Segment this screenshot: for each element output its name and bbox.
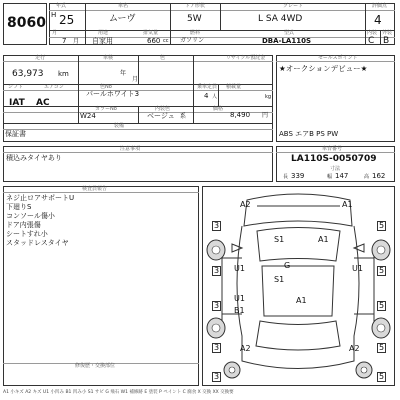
aircon-label: エアコン xyxy=(44,84,64,90)
height-label: 高 xyxy=(364,174,370,180)
exterior-score-value: B xyxy=(383,36,390,46)
divider xyxy=(365,3,366,45)
door-label: ドア形状 xyxy=(185,3,205,9)
sales-point-label: セールスポイント xyxy=(318,55,358,61)
seats-unit: 人 xyxy=(212,94,218,100)
interior-color-value: ベージュ xyxy=(147,112,175,120)
color-label: 色 xyxy=(160,55,166,61)
color-value: パールホワイト3 xyxy=(86,90,140,98)
divider xyxy=(220,3,221,30)
recycle-value: 8,490 xyxy=(230,111,251,119)
length-value: 339 xyxy=(291,172,305,180)
month-label: 月 xyxy=(52,30,58,36)
divider xyxy=(218,84,219,106)
recycle-unit: 円 xyxy=(262,112,269,119)
score-label: 評価点 xyxy=(372,3,388,9)
papers-value: 保証書 xyxy=(5,130,26,138)
divider xyxy=(49,10,395,11)
capacity-label: 積載量 xyxy=(226,84,242,90)
inspection-month-unit: 月 xyxy=(132,76,139,83)
divider xyxy=(3,152,273,153)
month-value: 7 xyxy=(62,37,67,45)
interior-score-value: C xyxy=(368,36,375,46)
side-box: 3 xyxy=(214,301,220,310)
side-box: 5 xyxy=(379,301,385,310)
trans-label: シフト xyxy=(8,84,24,90)
damage-mark: A2 xyxy=(240,200,251,209)
car-name-label: 車名 xyxy=(118,3,129,9)
recycle-label: リサイクル預託金 xyxy=(226,55,266,61)
damage-mark: B1 xyxy=(234,306,245,315)
legend-footer: A1 小キズ A2 キズ U1 小凹み B1 凹み小 S1 サビ G 飛石 W1 補修跡 E 塗装 P ペイント C 腐食 X 交換 XX 交換要 xyxy=(3,390,234,395)
inspector-line: 下廻りS xyxy=(6,203,32,211)
width-value: 147 xyxy=(335,172,349,180)
seats-value: 4 xyxy=(204,92,209,100)
inspector-line: シートすれ小 xyxy=(6,230,48,238)
fuel-value: ガソリン xyxy=(180,37,205,44)
month-unit: 月 xyxy=(73,38,80,45)
usage-value: 自家用 xyxy=(92,37,113,45)
mileage-value: 63,973 xyxy=(12,69,44,79)
exterior-score-label: 外装 xyxy=(382,30,393,36)
mileage-label: 走行 xyxy=(35,55,46,61)
divider xyxy=(78,55,79,123)
year-value: 25 xyxy=(59,13,75,27)
interior-score-label: 内装 xyxy=(367,30,378,36)
side-box: 5 xyxy=(379,221,385,230)
interior-color-label: 内装色 xyxy=(155,106,171,112)
grade-label: グレード xyxy=(283,3,304,9)
damage-mark: S1 xyxy=(274,275,285,284)
model-value: DBA-LA110S xyxy=(262,37,311,45)
side-box: 3 xyxy=(214,266,220,275)
divider xyxy=(3,123,273,124)
inspection-year-unit: 年 xyxy=(120,70,127,77)
inspector-line: ドア内張傷 xyxy=(6,221,41,229)
mileage-unit: km xyxy=(58,70,69,78)
capacity-unit: kg xyxy=(265,94,272,100)
side-box: 5 xyxy=(379,372,385,381)
inspector-line: スタッドレスタイヤ xyxy=(6,239,69,247)
divider xyxy=(276,61,395,62)
divider xyxy=(138,106,139,123)
damage-mark: A2 xyxy=(240,344,251,353)
model-label: 型式 xyxy=(284,30,295,36)
damage-mark: A2 xyxy=(349,344,360,353)
interior-color-suffix: 系 xyxy=(180,113,187,120)
color-code-label: カラーNo xyxy=(95,106,117,112)
side-box: 5 xyxy=(379,343,385,352)
divider xyxy=(85,3,86,45)
damage-mark: U1 xyxy=(234,264,245,273)
repair-label: 修復歴・交換部位 xyxy=(75,363,116,369)
year-label: 年式 xyxy=(56,3,67,9)
price-label: 価格 xyxy=(213,106,224,112)
divider xyxy=(3,129,273,130)
divider xyxy=(138,55,139,84)
door-value: 5W xyxy=(187,14,202,24)
displacement-label: 排気量 xyxy=(143,30,159,36)
height-value: 162 xyxy=(372,172,386,180)
side-box: 3 xyxy=(214,343,220,352)
divider xyxy=(170,3,171,45)
era-mark: H xyxy=(51,11,57,19)
usage-label: 用途 xyxy=(98,30,109,36)
inspector-label: 検査員報告 xyxy=(82,186,108,192)
side-box: 3 xyxy=(214,372,220,381)
dimensions-label: 寸法 xyxy=(330,166,341,172)
length-label: 長 xyxy=(283,174,289,180)
divider xyxy=(3,192,199,193)
seats-label: 乗車定員 xyxy=(197,84,218,90)
color-code-value: W24 xyxy=(80,112,96,120)
side-box: 5 xyxy=(379,266,385,275)
damage-mark: U1 xyxy=(352,264,363,273)
equipment-value: ABS エアB PS PW xyxy=(279,130,339,138)
inspector-line: コンソール傷小 xyxy=(6,212,55,220)
inspection-label: 車検 xyxy=(103,55,114,61)
chassis-number: LA110S-0050709 xyxy=(291,154,377,164)
damage-mark: S1 xyxy=(274,235,285,244)
damage-mark: U1 xyxy=(234,294,245,303)
aircon-value: AC xyxy=(36,98,50,108)
sales-point-value: ★オークションデビュー★ xyxy=(279,64,368,73)
damage-mark: G xyxy=(284,261,291,270)
divider xyxy=(193,55,194,123)
chassis-label: 車台番号 xyxy=(322,146,343,152)
damage-mark: A1 xyxy=(296,296,307,305)
displacement-value: 660 xyxy=(147,37,161,45)
damage-mark: A1 xyxy=(318,235,329,244)
remarks-label: 注意事項 xyxy=(120,146,141,152)
remarks-value: 積込みタイヤあり xyxy=(6,154,62,162)
color-no-label: 色No xyxy=(100,84,112,90)
score-value: 4 xyxy=(374,13,382,27)
damage-mark: A1 xyxy=(342,200,353,209)
lot-number: 8060 xyxy=(7,15,46,31)
displacement-unit: cc xyxy=(163,38,169,44)
car-name-value: ムーヴ xyxy=(109,14,136,24)
divider xyxy=(380,30,381,45)
fuel-label: 燃料 xyxy=(190,30,201,36)
divider xyxy=(276,152,395,153)
grade-value: L SA 4WD xyxy=(258,14,303,24)
car-diagram xyxy=(202,186,395,386)
equipment-label: 装備 xyxy=(114,123,125,129)
side-box: 3 xyxy=(214,221,220,230)
width-label: 幅 xyxy=(327,174,333,180)
inspector-line: ネジ止ロアサポートU xyxy=(6,194,75,202)
trans-value: IAT xyxy=(9,98,25,108)
